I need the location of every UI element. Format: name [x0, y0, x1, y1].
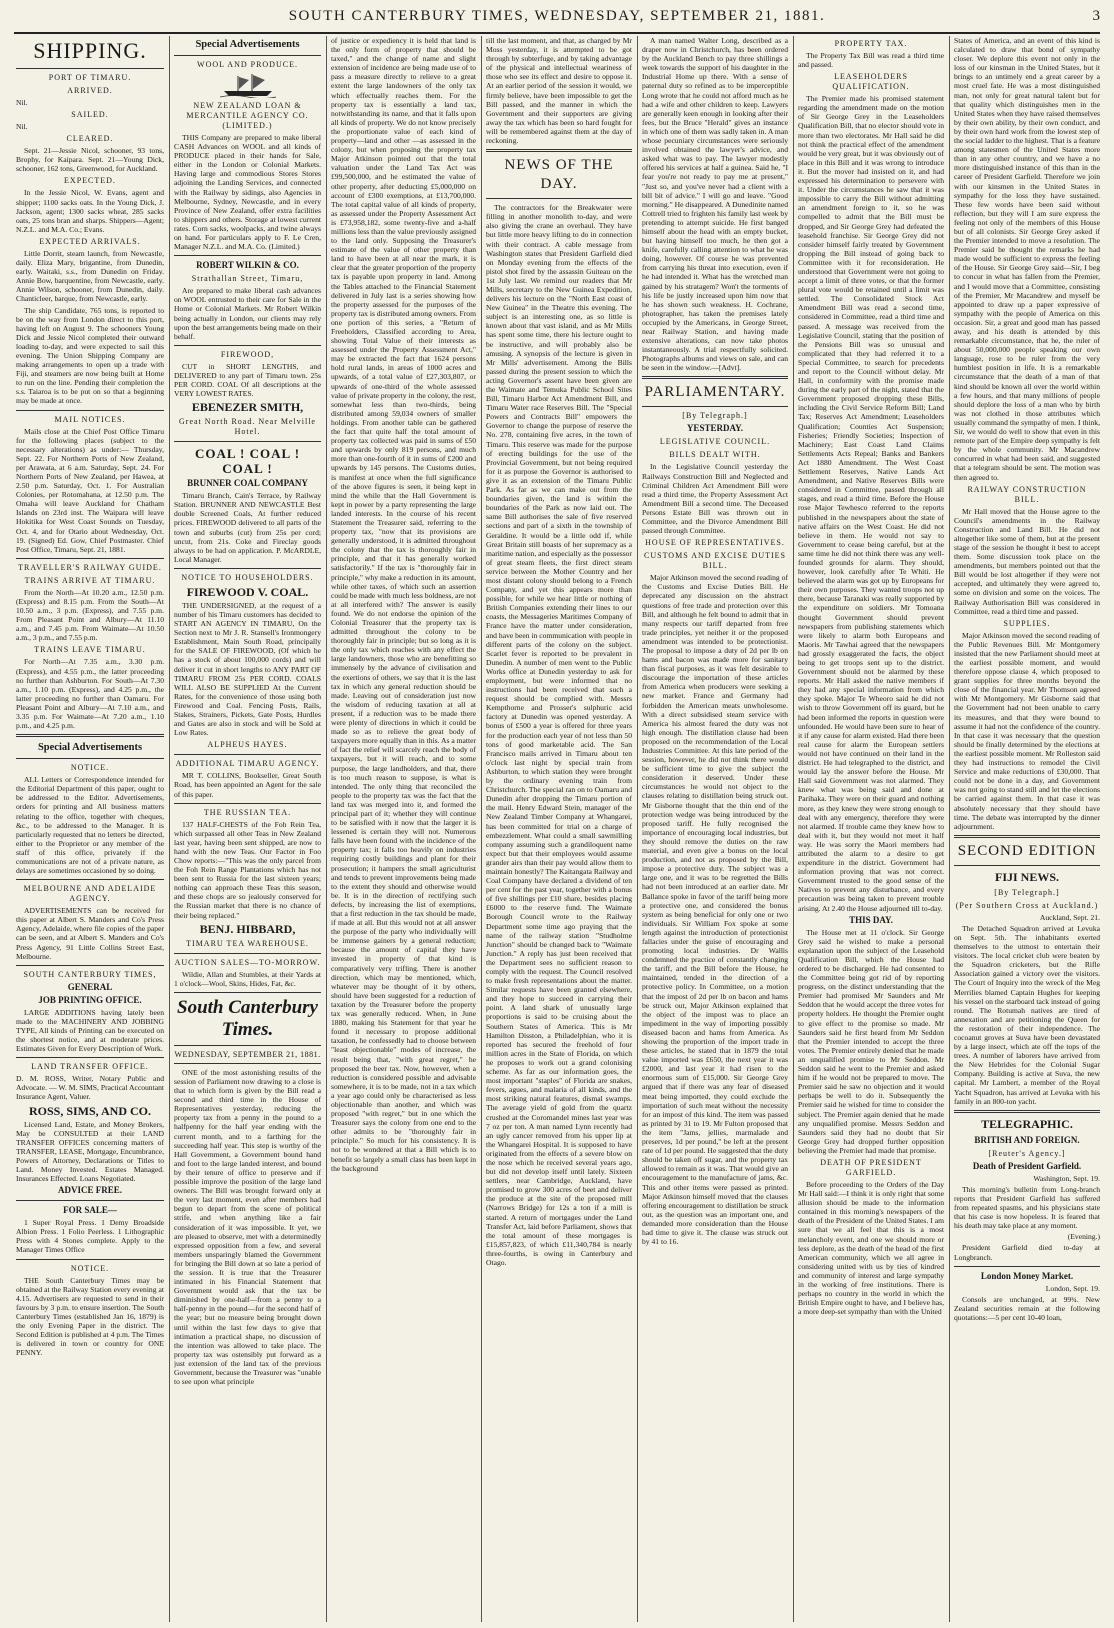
- coal-heading: COAL ! COAL ! COAL !: [194, 446, 301, 477]
- garfield-evening: (Evening.): [1067, 1232, 1100, 1242]
- garfield-text: This morning's bulletin from Long-branch reports that President Garfield has suffered from repeated spasms, and his physicians state that his case is now hopeless. It is feared that his death may take place at any moment.: [954, 1184, 1100, 1231]
- paper-date: WEDNESDAY, SEPTEMBER 21, 1881.: [174, 1049, 321, 1059]
- agency-text: MR T. COLLINS, Bookseller, Great South Road, has been appointed an Agent for the sale of this paper.: [174, 771, 321, 799]
- column-rule: [481, 36, 482, 1622]
- mail-heading: MAIL NOTICES.: [54, 414, 126, 424]
- job-text: LARGE ADDITIONS having lately been made to the MACHINERY AND JOBBING TYPE, All kinds of Printing can be executed on the shortest notice, and at moderate prices. Estimates Given for Every Description of Work.: [16, 1007, 164, 1054]
- arrived-heading: ARRIVED.: [67, 86, 113, 95]
- job-heading-3: JOB PRINTING OFFICE.: [38, 994, 142, 1005]
- customs-heading: CUSTOMS AND EXCISE DUTIES BILL.: [644, 551, 786, 571]
- trains-leave-heading: TRAINS LEAVE TIMARU.: [34, 645, 146, 655]
- hayes-name: ALPHEUS HAYES.: [207, 740, 288, 750]
- tea-heading: THE RUSSIAN TEA.: [203, 807, 292, 817]
- news-text: The contractors for the Breakwater were filling in another monolith to-day, and were also giving the crane an overhaul. They have but little more heavy lifting to do in connection with their contract. A cable message from Washington states that President Garfield died on Monday evening from the effects of the pistol shot fired by the assassin Guiteau on the 1st July last. We remind our readers that Mr Mills, secretary to the New Guinea Expedition, delivers his lecture on the "North East coast of New Guinea" in the Theatre this evening. The subject is an interesting one, as so little is known about that vast island, and as Mr Mills has spent some time, there his lecture ought to be instructive, and will probably also be amusing. A synopsis of the lecture is given in Mr Mills' advertisement. Among the Bills passed during the present session to which the acting Governor's assent have been given are the Waimate and Temuka Public School Sites Bill, Timaru Harbor Act Amendment Bill, and Timaru Water race Reserves Bill. The "Special Powers and Contracts Bill" empowers the Governor to change the purpose of reserve the No. 278, containing five acres, in the town of Timaru. This reserve was made for the purpose of erecting buildings for the use of the Provincial Government, but not being required for it as purpose the Governor is authorised to give it as an extension of the Timaru Public Park. As far as we can make out from the boundaries given, the land is within the boundaries of the Park as now laid out. The same Bill authorises the sale of five reserved sections and part of a sixth in the township of Geraldine. It would be a little odd if, while Great Britain still boasts of her supremacy as a maritime nation, and especially as the possessor of great steam fleets, the first direct steam service between the Mother Country and her most distant colony should belong to a French Company, and yet this appears more than possible, for while we hear little or nothing of British Companies extending their lines to our coasts, the Messageries Maritimes Company of France have the matter under consideration, and have been in communication with people in different parts of the colony on the subject. Scarlet fever is reported to be prevalent in Dunedin. A number of men went to the Public Works office at Dunedin yesterday to ask for employment, but were informed that no instructions had been received that such a request should be complied with. Messrs Kempthorne and Prosser's sulphuric acid factory at Dunedin was opened yesterday. A bonus of £500 a year is offered for three years for the production each year of not less than 50 tons of good marketable acid. The San Francisco mails arrived in Timaru about ten o'clock last night by special train from Ashburton, to which station they were brought by the ordinary evening train from Christchurch. The special ran on to Oamaru and Dunedin after dropping the Timaru portion of the mail. Henry Edward Stein, manager of the New Zealand Timber Company at Whangarei, has been committed for trial on a charge of embezzlement. What could a small sawmilling company assuming such a grandiloquent name expect but that their employees would assume grander airs than their pay would allow them to maintain honestly? The Kaitangata Railway and Coal Company have declared a dividend of ten per cent for the past year, together with a bonus of five shillings per £10 share, besides placing £6000 to the reserve fund. The Waimate Borough Council wrote to the Railway Department some time ago praying that the name of the railway station "Studholme Junction" should be changed back to "Waimate Junction." A reply has just been received that the Department sees no sufficient reason to comply with the request. The Council resolved to make fresh representations about the matter. Similar requests have been granted elsewhere, and they hope to succeed in carrying their point. A land shark of unusually large proportions is said to be cruising about the Southern States of America. This is Mr Hamilton Disston, a Philadelphian, who it is reported has secured the freehold of four million acres in the State of Florida, on which he proposes to work out a grand colonising scheme. As far as our information goes, the most important "staples" of Florida are snakes, fevers, agues, and malaria of all kinds, and the most striking natural features, dismal swamps. The average yield of gold from the quartz crushed at the Coromandel mines last year was 7 oz per ton. A man named Lynn recently had an ugly cancer removed from his upper lip at the Whangarei Hospital. It is supposed to have originated from the effects of a severe blow on the nose which he received several years ago, but did not develop itself until lately. Sixteen settlers, near Cambridge, Auckland, have promised to grow 300 acres of beet and deliver the produce at the site of the proposed mill (Narrows Bridge) for 12s a ton if a mill is started. A return of mortgages under the Land Transfer Act, laid before Parliament, shows that the total amount of these mortgages is £15,857,823, of which £11,340,784 is nearly three-fourths, is owing in Canterbury and Otago.: [486, 203, 632, 1267]
- shipping-paragraph: The ship Candidate, 765 tons, is reported to be on the way from London direct to this port, having left on August 9. The schooners Young Dick and Jessie Nicol completed their outward loading to-day, and were expected to sail this evening. The Union Shipping Company are making arrangements to open up a trade with Fiji, and steamers are now being built at Home to run on the line. Pending their completion the s.s. Taiaroa is to be put on so that a beginning may be made at once.: [16, 305, 164, 406]
- reps-text: Major Atkinson moved the second reading of the Customs and Excise Duties Bill. He deprecated any discussion on the abstract questions of free trade and protection over this Bill, and although he felt bound to admit that in many respects our tariff departed from free trade principles, yet neither it or the proposed amendment was intended to be protectionist. The proposal to impose a duty of 2d per lb on hams and bacon was made more for sanitary than fiscal purposes, as it was felt desirable to discourage the importation of these articles from America when producers were seeking a new market. France and Germany had forbidden the American meats unwholesome. With a direct subsidised steam service with America his almost feared the duty was not high enough. The distillation clause had been proposed on the recommendation of the Local Industries Committee. At this late period of the session, however, he did not think there would be sufficient time to give the subject the consideration it deserved. Under these circumstances he would not object to the clauses relating to distillation being struck out. Mr Gisborne thought that the thin end of the protection wedge was being introduced by the proposed tariff. He fully recognised the importance of encouraging local industries, but they should remove the duties on the raw material, and even give a bonus on the local production, and not as proposed by the Bill, impose a protective duty. The subject was a large one, and it was to be regretted the Bills had not been introduced at an earlier date. Mr Ballance spoke in favor of the tariff being more a protective one, and considered the bonus system as being beneficial for only one or two individuals. Sir William Fox spoke at some length against the introduction of protectionist fallacies under the guise of encouraging and promoting local industries. Dr Wallis condemned the practice of constantly changing the tariff, and the Bill before the House, he maintained, tended in the direction of a protective policy. In Committee, on a motion that the impost of 2d per lb on bacon and hams be struck out, Major Atkinson explained that the object of the impost was to place an impediment in the way of importing possibly diseased bacon and hams from America. As showing the proportion of the import trade in these articles, he stated that in 1879 the total value imported was £650, the next year it was £2000, and last year it had risen to the enormous sum of £15,000. Sir George Grey argued that if there was any fear of diseased meat being imported, they could exclude the importation of such meat without the necessity for an impost of this kind. The item was passed as printed by 31 to 19. Mr Fulton proposed that the item "Jams, jellies, marmalade and preserves, 1d per pound," be left at the present rate of 1d per pound. He suggested that the duty should be taken off sugar, and the property tax allowed to remain as it was. That would give an encouragement to the manufacture of jams, &c. This and other items were passed as printed. Major Atkinson himself moved that the clauses offering encouragement to distillation be struck out, as the question was an important one, and demanded more consideration than the House had time to give it. The clause was struck out by 41 to 16.: [642, 573, 788, 1247]
- arrived-text: Nil.: [16, 98, 28, 107]
- railway-heading: TRAVELLER'S RAILWAY GUIDE.: [18, 562, 162, 572]
- column-rule: [637, 36, 638, 1622]
- agency-heading: ADDITIONAL TIMARU AGENCY.: [175, 759, 320, 769]
- wool-heading: WOOL AND PRODUCE.: [197, 60, 298, 69]
- page-number: 3: [1092, 8, 1100, 24]
- job-heading: SOUTH CANTERBURY TIMES,: [23, 969, 157, 979]
- hibbard-name: BENJ. HIBBARD,: [199, 921, 296, 936]
- this-day-text: The House met at 11 o'clock. Sir George Grey said he wished to make a personal explanation upon the subject of the Leasehold Qualification Bill, which the House had ordered to be discharged. He had consented to the Committee being got rid of by reporting progress, on the distinct understanding that the Premier had promised Mr Saunders and Mr Seddon that he would accept the three votes for property holders. He thought the Premier ought to give effect to the promise so made. Mr Saunders said he first heard from Mr Seddon that the Premier intended to accept the three votes. The Premier entirely denied that he made an unqualified promise to Mr Seddon. Mr Seddon said he went to the Premier and asked him if he would not be prepared to move. The Premier said he saw no objection and it would perhaps be well to do it. Subsequently the Premier said he wished for time to consider the subject. The Premier again denied that he made any unqualified promise. Messrs Seddon and Saunders said they had no doubt that Sir George Grey had dropped further opposition believing the Premier had made that promise.: [798, 927, 944, 1155]
- brunner-text: Timaru Branch, Cain's Terrace, by Railway Station. BRUNNER AND NEWCASTLE Best double Screened Coals, At further reduced prices. FIREWOOD delivered to all parts of the town and suburbs (cut) from 25s per cord; uncut, from 21s. Coke and Fireclay goods always to be had on application. P. McARDLE, Local Manager.: [174, 491, 321, 564]
- cleared-heading: CLEARED.: [66, 134, 114, 144]
- column-6: [798, 36, 944, 1622]
- leaseholders-text: The Premier made his promised statement regarding the amendment made on the motion of Sir George Grey in the Leaseholders Qualification Bill, that no elector should vote in more than two electorates. Mr Hall said he did not think the practical effect of the amendment would be very great, but it was obviously out of place in this Bill and it was wrong to introduce it. But the mover had insisted on it, and had expressed his determination to persevere with it. Under the circumstances he saw that it was impossible to carry the Bill without admitting an amendment foreign to it, so he was compelled to admit that the Bill must be dropped, and Sir George Grey had defeated the leasehold franchise. Sir George Grey did not consider himself fairly treated by Government dropping the Bill instead of going back to Committee with it for reconsideration. He understood that Government were not going to accept a limit of three votes, or that the former plural vote would be retained until a limit was settled. The Consolidated Stock Act Amendment Bill was read a second time, considered in Committee, read a third time and passed. A message was received from the Legislative Council, stating that the position of the Pensions Bill was so unusual and complicated that they had referred it to a Special Committee, to search for precedents and report to the Council without delay. Mr Hall, in conformity with the promise made during the early part of the night, stated that the Government proposed dropping these Bills, including the Civil Service Reform Bill; Land Tax; Reserves Act Amendment; Leaseholders Qualification; Counties Act Suspension; Fisheries; Friendly Societies; Inspection of Machinery; East Coast Land Claims Settlements Acts Repeal; Banks and Bankers Act 1880 Amendment. The West Coast Settlement Reserves, Native Lands Act Amendment, and Native Reserves Bills were considered in Committee, passed through all stages, and read a third time. Before the House rose Major Tewhesco referred to the reports published in the newspapers about the state of native affairs on the West Coast. He did not believe in them. He would not say to Government to cease being careful, but at the same time he did not think there was any well-founded grounds for alarm. They should, however, look carefully after Te Whiti. He believed the alarm was got up by Europeans for their own purposes. They wanted troops not up there, because Taranaki was really supported by the expenditure on soldiers. Mr Tomoana thought Government should prevent newspapers from publishing statements which were likely to alarm both Europeans and Maoris. Mr Tawhai agreed that the newspapers had grossly exaggerated the facts, the object being to get troops sent up to the district. Government should not be alarmed by these reports. Mr Hall asked the native members if they had any special information from which they spoke. Major Te Wheoro said he did not wish to throw Government off its guard, but he had been informed the reports in question were unfounded. He would have been sure to hear of it if any cause for alarm existed. Had there been real cause for alarm the European settlers would not have continued on their land in the district. He had telegraphed to the district, and would lay the answer before the House. Mr Hall said Government was not alarmed. They knew what was being said and done at Parihaka. They were on their guard and nothing more, as they knew they were strong enough to deal with any emergency, therefore they were not alarmed. If trouble came they knew how to deal with it, but they would not meet it half way. He was sorry the Maori members had attributed the alarm to a desire to get expenditure in the district. Government had information proving that was not correct. Government trusted to the good sense of the Natives to prevent any disturbance, and every precaution was being taken to prevent trouble arising. At 2.40 the House adjourned till to-day.: [798, 94, 944, 913]
- sailed-text: Nil.: [16, 122, 28, 132]
- leader-continued: of justice or expediency it is held that land is the only form of property that should be taxed," and the change of name and slight extension of incidence are being made use of to pass a measure directly to relieve to a great extent the large landowners of the only tax which effectually reaches them. For the property tax is essentially a land tax, notwithstanding its name, and that it falls upon all kinds of property. We do not know precisely the proportionate value of each kind of property—land and other —as assessed in the colony, but when proposing the property tax Major Atkinson pointed out that the total valuation under the Land Tax Act was £99,500,000, and he estimated the value of other property, after deducting £5,000,000 on account of £300 exemptions, at £13,700,000. The total capital value of all kinds of property, as assessed under the Property Assessment Act is £73,958,182, some twenty-five and a-half millions less than the value previously assigned to the land only. Supposing the Treasurer's estimate of the value of other property than land to have been at all near the mark, it is clear that the greater proportion of the property tax is payable upon property in land. Among the Tables attached to the Financial Statement delivered in July last is a series showing how the property assessed for the purposes of the property tax is distributed among owners. From one portion of this series, a "Return of Freeholders, Classified according to Area, showing Total Value of their interests as assessed under the Property Assessment Act," may be extracted the fact that 1624 persons hold rural lands, in areas of 1000 acres and upwards, of a total value of £27,303,807, or upwards of one-third of the whole assessed value of private property in the colony, the rest, somewhat less than two-thirds, being distributed among 59,034 owners of smaller holdings. From another table can be gathered the fact that quite half the total amount of property tax collected was paid in sums of £50 and upwards by only 819 persons, and much more than one-fourth of it in sums of £200 and upwards by 145 persons. The Customs duties, is manifest at once when the full significance of the above figures is seen, it being kept in mind the while that the Hall Government is kept in power by a party representing the large landed interests. In the course of his recent Statement the Treasurer said, referring to the property tax, "now that its provisions are generally understood, it is admitted throughout the colony that the tax is thoroughly fair in principle, and that it has generally worked satisfactorily." If the tax is "thoroughly fair in principle," why make a reduction in its amount, while other taxes, of which such an assertion could be made with much less boldness, are not at all interfered with? The answer is easily found. We do not endorse the opinion of the Colonial Treasurer that the property tax is admitted throughout the colony to be thoroughly fair in principle; but so long as it is the only tax which reaches with any effect the large landowners, those who are benefitting so immensely by the advance of civilisation and the exertions of others, we say that it is the last tax in which any general reduction should be made. Leaving out of consideration just now the wisdom of reducing taxation at all at present, if a reduction was to be made there were plenty of directions in which it could be made so as to relieve the great body of taxpayers more equally than in this. As a matter of fact the relief will scarcely reach the body of taxpayers, but it will reach, and to some purpose, the large landholders, and that, there is too much reason to suppose, is what is intended. The only thing that reconciled the people to the property tax was the fact that the land tax was merged into it, and formed the principal part of it; whether they will continue to be satisfied with it now that the larger it is lessened is certain they will not. Numerous falls have been found with the incidence of the property tax; it falls too heavily on industries requiring costly buildings and plant for their prosecution; it hampers the small agriculturist and tends to prevent improvements being made to the extent they should and otherwise would be. It is in the direction of rectifying such defects, by increasing the list of exemptions, that a first reduction in the tax should be made, if made at all. But this would not at all answer the purpose of the party who individually will be immense gainers by a general reduction; because the amount of capital they have invested in property of that kind is comparatively very trifling. There is another direction, which may be mentioned, which, whatever may be thought of it by others, should have been suggested for a reduction of taxation by the Treasurer before the property tax was generally reduced. When, in June 1880, making his Statement for that year he found it necessary to propose additional taxation, he confessedly had to choose between "least objectionable" modes of increase, the result being that, "with great regret," he proposed the beer tax. Now, however, when a reduction is considered possible and advisable somewhere, it is to be made, not in a tax which a year ago could only be characterised as less objectionable than another, and which was proposed "with regret," but in one which the Treasurer says the colony from one end to the other admits to be "thoroughly fair in principle." So much for his consistency. It is not to be wondered at that a Bill which is to benefit so largely a small class has been kept in the background: [331, 36, 476, 1173]
- parliament-heading: PARLIAMENTARY.: [644, 384, 786, 401]
- leader-end: till the last moment, and that, as charged by Mr Moss yesterday, it is attempted to be got through by subterfuge, and by taking advantage of the physical and intellectual weariness of those who see its effect and desire to oppose it. At an earlier period of the session it would, we firmly believe, have been impossible to get the Bill passed, and the manner in which the Government and their supporters are giving away the tax which has been so hard fought for will be remembered against them at the day of reckoning.: [486, 36, 632, 146]
- property-tax-text: The Property Tax Bill was read a third time and passed.: [798, 51, 944, 70]
- column-3: [331, 36, 476, 1622]
- death-heading: DEATH OF PRESIDENT GARFIELD.: [820, 1157, 922, 1177]
- fiji-date: Auckland, Sept. 21.: [1039, 912, 1100, 922]
- trains-arrive-text: From the North—At 10.20 a.m., 12.50 p.m. (Express) and 8.15 p.m. From the South—At 10.50 a.m., 3 p.m. (Express), and 7.55 p.m. From Pleasant Point and Albury—At 11.10 a.m., and 7.45 p.m. From Waimate—At 10.50 a.m., 3 p.m., and 7.55 p.m.: [16, 587, 164, 643]
- land-text: Licensed Land, Estate, and Money Brokers, May be CONSULTED at their LAND TRANSFER OFFICES concerning matters of TRANSFER, LEASE, Mortgage, Encumbrance, Powers of Attorney, Declarations or Titles to Land. Money Invested. Estates Managed. Insurances Effected. Loans Negotiated.: [16, 1119, 164, 1184]
- railway-bill-heading: RAILWAY CONSTRUCTION BILL.: [967, 484, 1087, 504]
- land-names: D. M. ROSS, Writer, Notary Public and Advocate. — W. M. SIMS, Practical Accountant Insurance Agent, Valuer.: [16, 1074, 164, 1102]
- local-items: A man named Walter Long, described as a draper now in Christchurch, has been ordered by the Auckland Bench to pay three shillings a week towards the support of his daughter in the Industrial Home up there. With a sense of paternal duty so refined as to be imperceptible Long wrote that he could not afford much as he had a wife and other children to keep. Lawyers are generally keen enough in looking after their fees, but the Bruce "Herald" gives an instance in which one of them was sadly taken in. A man whose pecuniary circumstances were seriously involved obtained the lawyer's advice, and asked what was to pay. The lawyer modestly offered his services at half a guinea. Said he, "I fear you're not ready to pay me at present," "Just so, and you've never had a client with a bill bit of advice." I will go and leave. "Good morning." He disappeared. A Dunedinite named Cottrell tried to frighten his family last week by pretending to attempt suicide. He first banged himself about the head with an empty bucket, but having himself too much, he then got a knife, carefully calling attention to what he was doing, however. Of course he was prevented from carrying his threat into execution, even if he had intended it. What has the wretched man gained by his stratagem? Won't the torments of his life be justly increased upon him now that he has shown such weakness. H. Cochrane, photographer, has taken the premises lately occupied by the Americans, in George Street, near Railway Station, and having made extensive alterations, can now take photos instantaneously. A trial respectfully solicited. Photographs albums and views on sale, and can be seen in the window.—[Advt].: [642, 36, 788, 373]
- news-heading: NEWS OF THE DAY.: [504, 157, 614, 193]
- fiji-text: The Detached Squadron arrived at Levuka on Sept. 5th. The inhabitants exerted themselves to the utmost to entertain their visitors. The local cricket club were beaten by the Squadron cricketers, but the Rifle Association gained a victory over the visitors. The Court of Inquiry into the wreck of the Meg Merrilies blamed Captain Hughes for keeping his vessel on the starboard tack instead of going round. The Rotumah natives are tired of annexation and are petitioning the Queen for the restoration of their independence. The cocoanut groves at Suva have been devastated by a large insect, which ate off the tops of the trees. A number of laborers have arrived from the New Hebrides for the Colonial Sugar Company. Building is active at Suva, the new capital. Mr Lambert, a member of the Royal Yacht Squadron, has arrived at Levuka with his family in an 800-ton yacht.: [954, 923, 1100, 1106]
- garfield-dateline: Washington, Sept. 19.: [1033, 1173, 1100, 1183]
- property-tax-heading: PROPERTY TAX.: [834, 39, 908, 48]
- column-7: [954, 36, 1100, 1622]
- expected-text: In the Jessie Nicol, W. Evans, agent and shipper; 1100 sacks oats. In the Young Dick, J. Jackson, agent; 1300 sacks wheat, 285 sacks oats, 25 tons bran and sharps. Shippers—Agent; N.Z.L. and M.A. Co.; Evans.: [16, 188, 164, 234]
- firewood-coal-heading: FIREWOOD V. COAL.: [186, 584, 309, 599]
- trains-leave-text: For North—At 7.35 a.m., 3.30 p.m. (Express), and 4.55 p.m., the latter proceeding no further than Ashburton. For South—At 7.30 a.m., 1.10 p.m. (Express), and 4.25 p.m., the latter proceeding no further than Oamaru. For Pleasant Point and Albury—At 7.10 a.m., and 3.35 p.m. For Waimate—At 7.20 a.m., 1.10 p.m., and 4.25 p.m.: [16, 657, 164, 731]
- fiji-telegraph: [By Telegraph.]: [994, 887, 1060, 897]
- wilkin-address: Strathallan Street, Timaru,: [191, 274, 304, 284]
- leader-article: ONE of the most astonishing results of the session of Parliament now drawing to a close is that to which form is given by the Bill read a second and third time in the House of Representatives yesterday, reducing the property tax from a penny in the pound to a halfpenny for the half year ending with the current month, and to a farthing for the succeeding half year. This step is worthy of the Hall Government, a Government bound hand and foot to the large landed interest, and bound by their tenure of office to preserve and if possible improve the position of the large land owners. The Bill was brought forward only at the very last moment, even after members had begun to depart from the scene of political strife, and when anything like a fair consideration of it was impossible. It yet, we are pleased to observe, met with a determinedly expressed opposition from a few, and several members unsparingly blamed the Government for bringing the Bill down at so late a period of the session. It is true that the Treasurer intimated in his Financial Statement that Government would ask that the tax be diminished by one-half—from a penny to a half-penny in the pound—for the second half of the year; but no measure being brought down until within the last few days to give that intimation a practical shape, no discussion of the intention was allowed to take place. The property tax was ostensibly put forward as a just extension of the land tax of the previous Government, because the Treasurer was "unable to see upon what principle: [174, 1067, 321, 1387]
- melbourne-heading: MELBOURNE AND ADELAIDE AGENCY.: [23, 884, 157, 904]
- for-sale-heading: FOR SALE—: [63, 1205, 117, 1216]
- british-foreign-heading: BRITISH AND FOREIGN.: [974, 1134, 1080, 1145]
- this-day-heading: THIS DAY.: [849, 914, 893, 925]
- sailed-heading: SAILED.: [71, 110, 109, 120]
- notice-heading: NOTICE.: [70, 763, 110, 773]
- expected-heading: EXPECTED.: [64, 176, 116, 186]
- arrivals-heading: EXPECTED ARRIVALS.: [39, 236, 141, 246]
- shipping-heading: SHIPPING.: [33, 38, 147, 63]
- auction-text: Wildie, Allan and Stumbles, at their Yards at 1 o'clock—Wool, Skins, Hides, Fat, &c.: [174, 969, 321, 988]
- masthead-title: SOUTH CANTERBURY TIMES, WEDNESDAY, SEPTEMBER 21, 1881.: [288, 8, 826, 24]
- column-2: [174, 36, 321, 1622]
- supplies-heading: SUPPLIES.: [1003, 618, 1051, 628]
- second-edition-heading: SECOND EDITION: [957, 842, 1097, 859]
- column-rule: [793, 36, 794, 1622]
- fiji-heading: FIJI NEWS.: [994, 869, 1059, 884]
- column-1: [16, 36, 164, 1622]
- telegraphic-heading: TELEGRAPHIC.: [981, 1116, 1073, 1131]
- garfield-text-2: President Garfield died to-day at Longbranch.: [954, 1243, 1100, 1262]
- railway-bill-text: Mr Hall moved that the House agree to the Council's amendments in the Railway Construction and Land Bill. He did not altogether like some of them, but at the present stage of the session he thought it best to accept them. Some discussion took place on the amendments, but members pointed out that the Bill would be lost altogether if they were not accepted, and ultimately they were agreed to, some on division and some on the voices. The Railway Authorisation Bill was considered in Committee, read a third time and passed.: [954, 506, 1100, 616]
- hibbard-address: TIMARU TEA WAREHOUSE.: [186, 938, 309, 948]
- column-4: [486, 36, 632, 1622]
- special-ads-heading: Special Advertisements: [195, 39, 300, 50]
- special-ads-heading: Special Advertisements: [37, 742, 143, 754]
- job-heading-2: GENERAL: [67, 981, 113, 992]
- ship-icon: [218, 72, 278, 98]
- notice2-heading: NOTICE.: [70, 1263, 110, 1273]
- column-rule: [326, 36, 327, 1622]
- council-heading: LEGISLATIVE COUNCIL.: [659, 437, 771, 447]
- port-heading: PORT OF TIMARU.: [48, 73, 132, 82]
- supplies-text: Major Atkinson moved the second reading of the Public Revenues Bill. Mr Montgomery insisted that the new Parliament should meet at the earliest possible moment, and would therefore oppose clause 4, which proposed to grant supplies for three months beyond the close of the financial year. Mr Thomson agreed with Mr Montgomery. Mr Gisborne said that the Government had not been unable to carry its measures, and that they were bound to assume it had not the confidence of the country. In that case it was necessary that the question should be finally determined by the elections at the earliest possible moment. Mr Rolleston said they had instructions to remodel the Civil Service and make reductions of £30,000. That could not be done in a day, and Government was not going to stand still and let the elections be carried against them. In that case it was absolutely necessary that they should have time. The debate was interrupted by the dinner adjournment.: [954, 630, 1100, 831]
- cleared-text: Sept. 21—Jessie Nicol, schooner, 93 tons, Brophy, for Kaipara. Sept. 21—Young Dick, schooner, 162 tons, Greenwood, for Auckland.: [16, 146, 164, 174]
- firewood-coal-text: THE UNDERSIGNED, at the request of a number of his Timaru customers has decided to START AN AGENCY IN TIMARU, On the Section next to Mr J. R. Stansell's Ironmongery Establishment, Main South Road, principally for the SALE OF FIREWOOD, (Of which he has a stock of about 100,000 cords) and will deliver it cut in short lengths to ANY PART OF TIMARU FROM 25s PER CORD. COALS WILL ALSO BE SUPPLIED At the Current Rates, for the convenience of those using both Firewood and Coal. Fencing Posts, Rails, Stakes, Strainers, Pickets, Gate Posts, Hurdles and Gates are also in stock and will be Sold at Low Rates.: [174, 600, 321, 738]
- nzlm-heading: NEW ZEALAND LOAN & MERCANTILE AGENCY CO. (LIMITED.): [186, 101, 309, 130]
- reuter-agency: [Reuter's Agency.]: [988, 1148, 1066, 1158]
- land-firm: ROSS, SIMS, AND CO.: [28, 1103, 152, 1118]
- brunner-heading: BRUNNER COAL COMPANY: [187, 478, 308, 489]
- notice-text: ALL Letters or Correspondence intended for the Editorial Department of this paper, ought to be addressed to the Editor. Advertisements, orders for printing and All business matters relating to the office, together with cheques, &c., to be addressed to the Manager. It is particularly requested that no letters be directed, either to the Proprietor or any member of the staff of this office, privately if the communications are not of a private nature, as delays are sometimes occasioned by so doing.: [16, 775, 164, 876]
- notice2-text: THE South Canterbury Times may be obtained at the Railway Station every evening at 4.15. Advertisers are requested to send in their favours by 3 p.m. to ensure insertion. The South Canterbury Times (established Jan 16, 1879) is the only Evening Paper in the district. The Second Edition is published at 4 p.m. The Times is delivered in town or country for ONE PENNY.: [16, 1275, 164, 1358]
- leaseholders-heading: LEASEHOLDERS QUALIFICATION.: [832, 72, 910, 92]
- column-5: [642, 36, 788, 1622]
- masthead: [14, 6, 1100, 34]
- reps-heading: HOUSE OF REPRESENTATIVES.: [645, 538, 785, 548]
- trains-arrive-heading: TRAINS ARRIVE AT TIMARU.: [24, 575, 156, 585]
- land-heading: LAND TRANSFER OFFICE.: [31, 1062, 149, 1072]
- householders-heading: NOTICE TO HOUSEHOLDERS.: [181, 572, 314, 582]
- yesterday-heading: YESTERDAY.: [686, 423, 744, 434]
- auction-heading: AUCTION SALES—TO-MORROW.: [174, 957, 321, 967]
- money-market-heading: London Money Market.: [980, 1270, 1074, 1281]
- garfield-death-heading: Death of President Garfield.: [972, 1160, 1082, 1171]
- smith-address: Great North Road. Near Melville Hotel.: [179, 417, 316, 437]
- death-text: Before proceeding to the Orders of the Day Mr Hall said:—I think it is only right that some allusion should be made to the information contained in this morning's newspapers of the death of the President of the United States. I am sure that we all feel that this is a most melancholy event, and one we should more or less deplore, as the death of the head of the first American community, which we all agree in considering united with us by ties of kindred and community of interest and large sympathy in the working of free institutions. There is perhaps no country in the world in which the British Empire ought to have, and I believe has, a more deep-set sympathy than with the United: [798, 1179, 944, 1317]
- bills-heading: BILLS DEALT WITH.: [669, 450, 761, 460]
- arrivals-text: Little Dorrit, steam launch, from Newcastle, daily. Eliza Mary, brigantine, from Dunedin, early. Waitaki, s.s., from Dunedin on Friday. Annie Bow, barquentine, from Newcastle, early. Annie Wilson, schooner, from Dunedin, daily. Chanticleer, barque, from Newcastle, early.: [16, 248, 164, 304]
- column-rule: [949, 36, 950, 1622]
- wilkin-text: Are prepared to make liberal cash advances on WOOL entrusted to their care for Sale in the Home or Colonial Markets. Mr Robert Wilkin being actually in London, our clients may rely upon the best arrangements being made on their behalf.: [174, 286, 321, 341]
- nzlm-text: THIS Company are prepared to make liberal CASH Advances on WOOL and all kinds of PRODUCE placed in their hands for Sale, either in the London or Colonial Markets. Having large and commodious Stores Stores adjoining the Landing Services, and connected with the Railway by sidings, also Agencies in Melbourne, Sydney, Newcastle, and in every Province of New Zealand, offer extra facilities to shippers and others. Storage at lowest current rates. Corn sacks, woolpacks, and twine always on hand. For particulars apply to F. Le Cren, Manager N.Z.L. and M.A. Co. (Limited.): [174, 133, 321, 252]
- money-market-text: Consols are unchanged, at 99¾. New Zealand securities remain at the following quotations:—5 per cent 10-40 loan,: [954, 1294, 1100, 1322]
- money-market-date: London, Sept. 19.: [1045, 1283, 1100, 1293]
- bills-text: In the Legislative Council yesterday the Railways Construction Bill and Neglected and Criminal Children Act Amendment Bill were read a third time, the Property Assessment Act Amendment Bill a second time. The Deceased Persons Estate Bill was thrown out in Committee, and the Divorce Amendment Bill passed through Committee.: [642, 462, 788, 536]
- paper-title: South Canterbury Times.: [177, 996, 318, 1040]
- wilkin-heading: ROBERT WILKIN & CO.: [196, 260, 299, 271]
- advice-free: ADVICE FREE.: [57, 1185, 122, 1196]
- firewood-text: CUT in SHORT LENGTHS, and DELIVERED to any part of Timaru town. 25s PER CORD. COAL Of all descriptions at the VERY LOWEST RATES.: [174, 361, 321, 399]
- tea-text: 137 HALF-CHESTS of the Foh Rein Tea, which surpassed all other Teas in New Zealand last year, having been sent shipped, are now to hand with the new Teas. Our Factor in Foo Chow reports:—"This was the only parcel from the Foh Rein Range Plantations which has not been sent to Russia for the last sixteen years; nothing can approach these Teas this season, and these chops are so jealously conserved for the Russian market that there is no chance of their being replaced.": [174, 819, 321, 920]
- smith-name: EBENEZER SMITH,: [191, 400, 304, 415]
- mail-text: Mails close at the Chief Post Office Timaru for the following places (subject to the necessary alterations) as under:— Thursday, Sept. 22. For Northern Ports of New Zealand, per Arawata, at 6 a.m. Saturday, Sept. 24. For Northern Ports of New Zealand, per Hawea, at 2.50 p.m. Saturday, Oct. 1. For Australian Colonies, per Rotomahana, at 12.50 p.m. The Omaha will leave Auckland for Chatham Islands on 23rd inst. The Waipara will leave Hokitika for West Coast Sounds on Tuesday, Oct. 4, and for Otario about Wednesday, Oct. 19. (Signed) Ed. Gow, Chief Postmaster. Chief Post Office, Timaru, Sept. 21, 1881.: [16, 426, 164, 554]
- for-sale-text: 1 Super Royal Press. 1 Demy Broadside Albion Press. 1 Folio Peerless. 1 Lithographic Press with 4 Stones complete. Apply to the Manager Times Office: [16, 1218, 164, 1255]
- melbourne-text: ADVERTISEMENTS can be received for this paper at Albert S. Manders and Co's Press Agency, Adelaide, where file copies of the paper can be seen, and at Albert S. Manders and Co's Press Agency, 91 Little Collins Street East, Melbourne.: [16, 906, 164, 961]
- by-telegraph: [By Telegraph.]: [682, 411, 748, 421]
- firewood-heading: FIREWOOD,: [220, 349, 275, 359]
- fiji-subheading: (Per Southern Cross at Auckland.): [955, 900, 1099, 910]
- garfield-continued: States of America, and an event of this kind is calculated to draw that bond of sympathy closer. We deplore this event not only in the loss of our kinsman in the United States, but it brings to an untimely end a great career by a most cruel fate. He was a most distinguished man, not only for great natural talent but for that quality which distinguishes men in the United States when they have raised themselves by their own ability, by their own conduct, and by their own hard work from the lowest step of the social ladder to the highest. That is a feature among statesmen of the United States more than in any other country, and we have a no more distinguished instance of this than in the career of President Garfield. Therefore we join with our kinsmen in the United States in sympathy for the loss they have sustained. These few words have been said without reflection, but they will I am sure express the feeling not only of the members of this House but of all colonists. Sir George Grey asked if the Premier intended to move a resolution. The Premier said he thought the remarks he had made would be sufficient to express the feeling of the House. Sir George Grey said—Sir, I beg to concur in what has fallen from the Premier, and I would move that a Committee, consisting of the Premier, Mr Macandrew and myself be appointed to draw up a paper expressive of sympathy with the people of America on this occasion. Sir, a great and good man has passed away, and his death is attended by this remarkable circumstance, that he, the ruler of about 50,000,000 people speaking our own language, rose to be ruler from the very humblest position in life. It is a remarkable circumstance that the death of a man of that kind should be known all over the world within a few hours, and that many millions of people should deplore the loss of a man who by birth was not clothed in those attributes which usually command the sympathy of men. I think, Sir, we would do well to show that even in this remote part of the Empire deep sympathy is felt by the whole community. Mr Macandrew concurred in what had been said, and suggested that a telegram should be sent. The motion was then agreed to.: [954, 36, 1100, 482]
- column-rule: [169, 36, 170, 1622]
